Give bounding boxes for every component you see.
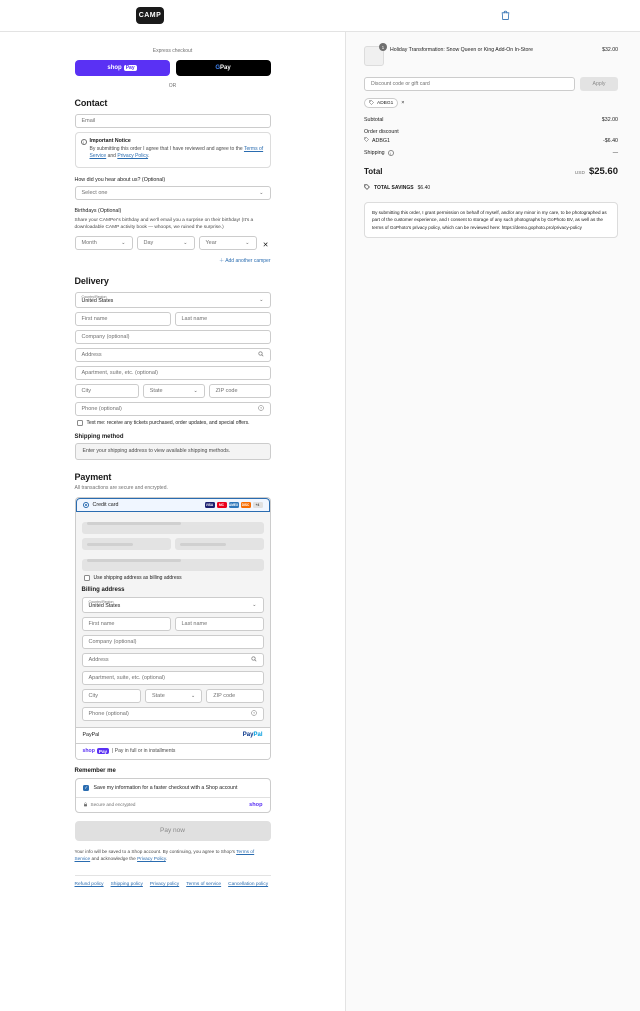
chevron-down-icon: ⌄ — [193, 387, 198, 394]
pay-now-button[interactable]: Pay now — [75, 821, 271, 841]
delivery-country-value: United States — [81, 298, 114, 305]
shopping-bag-icon[interactable] — [501, 10, 510, 22]
birthday-year-value: Year — [205, 239, 217, 246]
svg-text:?: ? — [259, 406, 262, 411]
birthday-row — [75, 236, 271, 254]
billing-address-field[interactable] — [82, 653, 264, 667]
card-name-field[interactable] — [82, 559, 264, 571]
billing-phone-field[interactable] — [82, 707, 264, 721]
card-name-placeholder — [87, 559, 182, 562]
delivery-first-name-field[interactable] — [75, 312, 171, 326]
visa-icon: VISA — [205, 502, 214, 507]
billing-zip-field[interactable] — [206, 689, 263, 703]
card-number-placeholder — [87, 522, 182, 525]
billing-state-select[interactable] — [145, 689, 202, 703]
discount-code-input[interactable] — [364, 77, 575, 91]
tag-icon — [364, 184, 370, 192]
terms-of-service-link[interactable]: Terms of service — [186, 881, 222, 887]
email-field[interactable] — [75, 114, 271, 128]
add-another-camper[interactable]: ＋ Add another camper — [219, 257, 271, 264]
remember-me-label: Save my information for a faster checkout with a Shop account — [93, 784, 238, 791]
mastercard-icon: MC — [217, 502, 227, 509]
delivery-address-placeholder: Address — [81, 351, 102, 358]
remove-discount-button[interactable]: × — [401, 100, 405, 106]
shop-pay-option[interactable] — [76, 743, 270, 759]
tag-icon — [364, 137, 369, 144]
important-notice — [75, 132, 271, 168]
or-divider: OR — [168, 83, 177, 89]
notice-end: . — [148, 153, 150, 160]
brand-logo[interactable]: CAMP — [136, 7, 164, 24]
apply-discount-button[interactable]: Apply — [580, 77, 618, 91]
discover-icon: DISC — [241, 502, 250, 507]
billing-country-value: United States — [88, 603, 121, 610]
paypal-logo — [243, 732, 263, 738]
order-summary-column — [345, 32, 640, 1011]
billing-company-field[interactable] — [82, 635, 264, 649]
svg-text:?: ? — [252, 711, 255, 716]
birthday-month-select[interactable] — [75, 236, 133, 250]
text-me-label: Text me: receive any tickets purchased, order updates, and special offers. — [86, 419, 250, 426]
hear-about-us-select[interactable] — [75, 186, 271, 200]
terms-of-service-link[interactable]: Terms of Service — [89, 146, 264, 160]
chevron-down-icon: ⌄ — [183, 239, 188, 246]
delivery-first-name-placeholder: First name — [81, 315, 108, 322]
order-discount-value: -$6.40 — [602, 137, 618, 144]
billing-address-heading: Billing address — [81, 586, 125, 593]
shipping-policy-link[interactable]: Shipping policy — [110, 881, 143, 887]
birthday-month-value: Month — [81, 239, 97, 246]
chevron-down-icon: ⌄ — [259, 296, 264, 303]
credit-card-label: Credit card — [92, 501, 119, 508]
checkout-form-column — [0, 32, 345, 1011]
google-pay-button[interactable] — [176, 60, 271, 76]
notice-text-1: By submitting this order I agree that I have reviewed and agree to the — [89, 146, 244, 152]
total-value: $25.60 — [588, 166, 618, 177]
shop-pay-wordmark: shop — [107, 65, 122, 71]
order-discount-row — [364, 129, 618, 135]
billing-city-placeholder: City — [88, 692, 98, 699]
billing-first-name-placeholder: First name — [88, 620, 115, 627]
birthday-day-value: Day — [143, 239, 154, 246]
remember-me-checkbox[interactable] — [83, 785, 89, 791]
text-me-checkbox-row[interactable] — [75, 420, 271, 426]
total-savings-value: $6.40 — [417, 185, 431, 191]
delivery-country-select[interactable] — [75, 292, 271, 308]
legal-text-1: Your info will be saved to a Shop account. By continuing, you agree to Shop's — [74, 848, 237, 854]
card-cvv-placeholder — [180, 543, 226, 546]
secure-text: Secure and encrypted — [90, 802, 136, 808]
amex-icon: AMEX — [228, 502, 239, 507]
birthday-year-select[interactable] — [199, 236, 257, 250]
card-cvv-field[interactable] — [175, 538, 264, 550]
photo-consent-notice: By submitting this order, I grant permission on behalf of myself, and/or any minor in my care, to be photographed as part of the customer experience, and I consent to storage of any such photographs by GoPhoto BV, as well as the terms of GoPhoto's privacy policy, which can be reviewed here: https://demo.gophoto.pro/privacy-policy — [364, 202, 618, 238]
product-thumbnail — [364, 46, 384, 66]
refund-policy-link[interactable]: Refund policy — [74, 881, 104, 887]
chevron-down-icon: ⌄ — [245, 239, 250, 246]
shop-pay-pill: Pay — [98, 748, 108, 754]
order-discount-detail-row — [364, 137, 618, 144]
delivery-zip-field[interactable] — [209, 384, 271, 398]
notice-title: Important Notice — [89, 138, 131, 144]
discount-code-placeholder: Discount code or gift card — [371, 81, 430, 87]
payment-heading: Payment — [74, 471, 112, 482]
shop-privacy-link[interactable]: Privacy Policy — [137, 856, 166, 862]
legal-text-2: and acknowledge the — [90, 856, 138, 862]
info-icon: i — [81, 139, 87, 145]
contact-heading: Contact — [74, 98, 108, 108]
billing-zip-placeholder: ZIP code — [213, 692, 236, 699]
product-price: $32.00 — [602, 47, 618, 53]
email-placeholder: Email — [81, 118, 96, 124]
shipping-row — [364, 150, 618, 156]
quantity-badge: 1 — [379, 43, 387, 51]
legal-text-3: . — [165, 856, 168, 862]
card-number-field[interactable] — [82, 522, 264, 534]
paypal-label: PayPal — [82, 732, 100, 739]
shop-terms-link[interactable]: Terms of Service — [74, 848, 255, 862]
delivery-apartment-field[interactable] — [75, 366, 271, 380]
billing-apartment-field[interactable] — [82, 671, 264, 685]
google-pay-pay: Pay — [219, 65, 231, 71]
privacy-policy-link[interactable]: Privacy policy — [149, 881, 180, 887]
delivery-state-select[interactable] — [143, 384, 205, 398]
delivery-country-label: Country/Region — [81, 294, 107, 299]
paypal-mark-pal: Pal — [253, 732, 263, 739]
shipping-value: — — [612, 150, 618, 156]
accepted-cards — [205, 502, 263, 509]
subtotal-value: $32.00 — [601, 117, 618, 123]
billing-apartment-placeholder: Apartment, suite, etc. (optional) — [88, 674, 165, 681]
shop-pay-button[interactable] — [75, 60, 170, 76]
delivery-last-name-field[interactable] — [175, 312, 271, 326]
delivery-city-placeholder: City — [81, 387, 91, 394]
shop-pay-wordmark: shop — [82, 748, 95, 755]
order-discount-code: ADBG1 — [372, 137, 390, 144]
paypal-mark-pay: Pay — [242, 732, 254, 739]
birthday-day-select[interactable] — [137, 236, 195, 250]
delivery-state-value: State — [149, 387, 163, 394]
tag-icon — [369, 100, 374, 107]
total-savings-row — [364, 184, 618, 192]
lock-icon — [83, 802, 88, 808]
use-shipping-as-billing-label: Use shipping address as billing address — [93, 574, 182, 581]
use-shipping-as-billing-row[interactable] — [82, 575, 264, 581]
credit-card-form — [76, 512, 270, 727]
line-item — [364, 46, 618, 66]
delivery-phone-placeholder: Phone (optional) — [81, 405, 122, 412]
hear-about-us-value: Select one — [81, 189, 108, 196]
shipping-method-placeholder: Enter your shipping address to view available shipping methods. — [75, 443, 271, 460]
subtotal-label: Subtotal — [364, 117, 384, 123]
billing-last-name-field[interactable] — [175, 617, 264, 631]
info-icon[interactable]: i — [388, 150, 394, 156]
discount-row — [364, 77, 618, 91]
footer-links — [75, 875, 271, 887]
express-checkout-buttons — [75, 60, 271, 76]
total-savings-label: TOTAL SAVINGS — [374, 185, 414, 191]
delivery-heading: Delivery — [74, 275, 109, 286]
checkout-legal-text — [75, 848, 271, 863]
use-shipping-as-billing-checkbox[interactable] — [84, 575, 90, 581]
applied-discount-tag — [364, 98, 398, 108]
search-icon[interactable] — [258, 351, 264, 359]
credit-card-radio[interactable] — [83, 502, 89, 508]
add-another-camper-label: Add another camper — [225, 257, 271, 264]
remove-camper-button[interactable]: ✕ — [262, 241, 269, 249]
delivery-city-field[interactable] — [75, 384, 139, 398]
delivery-company-field[interactable] — [75, 330, 271, 344]
billing-phone-placeholder: Phone (optional) — [88, 710, 129, 717]
chevron-down-icon: ⌄ — [121, 239, 126, 246]
chevron-down-icon: ⌄ — [191, 692, 196, 699]
delivery-company-placeholder: Company (optional) — [81, 333, 130, 340]
notice-body — [90, 146, 264, 161]
card-expiry-placeholder — [87, 543, 133, 546]
billing-country-select[interactable] — [82, 597, 264, 613]
billing-country-label: Country/Region — [88, 599, 114, 604]
billing-last-name-placeholder: Last name — [181, 620, 208, 627]
remember-me-row[interactable] — [76, 779, 270, 797]
chevron-down-icon: ⌄ — [259, 189, 264, 196]
billing-address-placeholder: Address — [88, 656, 109, 663]
birthdays-label: Birthdays (Optional) — [74, 207, 122, 214]
more-cards-icon[interactable]: +4 — [253, 502, 263, 509]
remember-me-box — [75, 778, 271, 813]
applied-discount-code: ADBG1 — [377, 100, 394, 106]
remember-me-footer — [76, 797, 270, 812]
shop-wordmark: shop — [249, 801, 263, 808]
shipping-method-heading: Shipping method — [74, 433, 124, 440]
delivery-last-name-placeholder: Last name — [181, 315, 208, 322]
delivery-apartment-placeholder: Apartment, suite, etc. (optional) — [81, 369, 158, 376]
total-label: Total — [364, 167, 383, 176]
billing-company-placeholder: Company (optional) — [88, 638, 137, 645]
billing-state-value: State — [151, 692, 165, 699]
text-me-checkbox[interactable] — [77, 420, 83, 426]
credit-card-option[interactable] — [76, 498, 270, 512]
delivery-phone-field[interactable] — [75, 402, 271, 416]
express-checkout-label: Express checkout — [152, 48, 193, 54]
billing-city-field[interactable] — [82, 689, 141, 703]
privacy-policy-link[interactable]: Privacy Policy — [117, 153, 149, 160]
cancellation-policy-link[interactable]: Cancellation policy — [228, 881, 269, 887]
question-mark-icon[interactable] — [251, 710, 257, 718]
delivery-zip-placeholder: ZIP code — [215, 387, 238, 394]
hear-about-us-label: How did you hear about us? (Optional) — [74, 176, 166, 183]
payment-subtitle: All transactions are secure and encrypted. — [74, 484, 168, 491]
search-icon[interactable] — [251, 656, 257, 664]
shipping-label: Shipping — [364, 150, 385, 156]
product-name: Holiday Transformation: Snow Queen or King Add-On In-Store — [390, 47, 534, 53]
order-discount-label: Order discount — [364, 129, 399, 135]
site-header — [0, 0, 640, 32]
question-mark-icon[interactable] — [258, 405, 264, 413]
delivery-address-field[interactable] — [75, 348, 271, 362]
billing-first-name-field[interactable] — [82, 617, 171, 631]
applied-discount-tags — [364, 98, 618, 108]
subtotal-row — [364, 117, 618, 123]
google-pay-g: G — [215, 65, 220, 71]
card-expiry-field[interactable] — [82, 538, 171, 550]
shop-pay-installments-text: | Pay in full or in installments — [112, 748, 176, 755]
shop-pay-pill: Pay — [125, 65, 135, 71]
total-row — [364, 166, 618, 177]
chevron-down-icon: ⌄ — [252, 601, 257, 608]
birthdays-description: Share your CAMPer's birthday and we'll email you a surprise on their birthday! (It's a downloadable CAMP activity book — whoops, we ruined the surprise.) — [74, 217, 254, 230]
total-currency: USD — [574, 171, 585, 176]
payment-methods — [75, 497, 271, 760]
paypal-option[interactable] — [76, 727, 270, 743]
notice-and: and — [106, 153, 118, 160]
remember-me-heading: Remember me — [74, 767, 116, 774]
